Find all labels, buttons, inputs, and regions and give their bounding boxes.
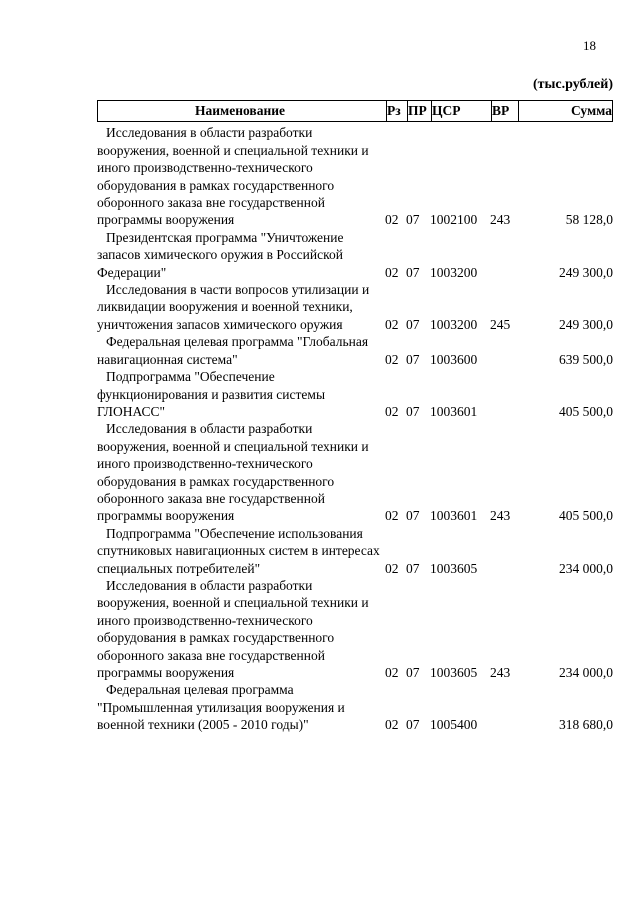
cell-sum: 405 500,0 (559, 508, 613, 524)
cell-name: Федеральная целевая программа "Промышленная утилизация вооружения и военной техники (2005 - 2010 годы)" (97, 682, 345, 733)
cell-sum: 405 500,0 (559, 403, 613, 419)
cell-pr: 07 (406, 403, 420, 419)
cell-name: Исследования в области разработки вооружения, военной и специальной техники и иного производственно-технического оборудования в рамках государственного оборонного заказа вне государственной программы вооружения (97, 577, 369, 680)
header-pr: ПР (407, 101, 431, 121)
table-row (97, 681, 613, 733)
cell-rz: 02 (385, 212, 399, 228)
table-header-row (97, 100, 613, 122)
header-name: Наименование (195, 103, 285, 118)
table-row (97, 333, 613, 368)
cell-sum: 249 300,0 (559, 264, 613, 280)
cell-rz: 02 (385, 351, 399, 367)
cell-rz: 02 (385, 665, 399, 680)
cell-vr: 243 (490, 508, 511, 524)
cell-pr: 07 (406, 264, 420, 280)
table-row (97, 525, 613, 577)
cell-csr: 1005400 (430, 717, 478, 733)
cell-sum: 234 000,0 (559, 560, 613, 576)
cell-csr: 1003200 (430, 316, 478, 332)
cell-pr: 07 (406, 560, 420, 576)
cell-pr: 07 (406, 508, 420, 524)
cell-pr: 07 (406, 212, 420, 228)
cell-sum: 58 128,0 (565, 212, 613, 228)
header-vr: ВР (491, 101, 518, 121)
budget-table (97, 100, 613, 734)
cell-pr: 07 (406, 665, 420, 680)
table-row (97, 368, 613, 420)
cell-vr: 245 (490, 316, 511, 332)
cell-csr: 1002100 (430, 212, 478, 228)
header-sum: Сумма (518, 101, 612, 121)
cell-csr: 1003600 (430, 351, 478, 367)
cell-rz: 02 (385, 717, 399, 733)
cell-name: Президентская программа "Уничтожение запасов химического оружия в Российской Федерации" (97, 229, 344, 280)
cell-sum: 234 000,0 (559, 665, 613, 680)
table-body (97, 122, 613, 733)
cell-pr: 07 (406, 351, 420, 367)
cell-pr: 07 (406, 316, 420, 332)
page-number: 18 (583, 38, 596, 53)
cell-name: Подпрограмма "Обеспечение функционирования и развития системы ГЛОНАСС" (97, 369, 326, 419)
cell-csr: 1003601 (430, 403, 478, 419)
cell-rz: 02 (385, 316, 399, 332)
cell-sum: 639 500,0 (559, 351, 613, 367)
table-row (97, 281, 613, 333)
cell-name: Исследования в части вопросов утилизации и ликвидации вооружения и военной техники, уничтожения запасов химического оружия (97, 282, 370, 332)
table-row (97, 229, 613, 281)
cell-vr: 243 (490, 212, 511, 228)
cell-rz: 02 (385, 264, 399, 280)
header-rz: Рз (386, 101, 407, 121)
cell-csr: 1003200 (430, 264, 478, 280)
table-row (97, 420, 613, 524)
cell-rz: 02 (385, 403, 399, 419)
units-label: (тыс.рублей) (532, 77, 613, 92)
cell-name: Исследования в области разработки вооружения, военной и специальной техники и иного производственно-технического оборудования в рамках государственного оборонного заказа вне государственной программы вооружения (97, 125, 369, 228)
cell-sum: 249 300,0 (559, 316, 613, 332)
table-row (97, 124, 613, 228)
cell-csr: 1003605 (430, 560, 478, 576)
cell-pr: 07 (406, 717, 420, 733)
cell-rz: 02 (385, 560, 399, 576)
cell-sum: 318 680,0 (559, 717, 613, 733)
cell-csr: 1003605 (430, 665, 478, 680)
cell-rz: 02 (385, 508, 399, 524)
cell-name: Подпрограмма "Обеспечение использования спутниковых навигационных систем в интересах специальных потребителей" (97, 525, 380, 576)
cell-csr: 1003601 (430, 508, 478, 524)
cell-name: Исследования в области разработки вооружения, военной и специальной техники и иного производственно-технического оборудования в рамках государственного оборонного заказа вне государственной программы вооружения (97, 421, 369, 524)
cell-vr: 243 (490, 665, 511, 680)
cell-name: Федеральная целевая программа "Глобальная навигационная система" (97, 334, 369, 367)
header-csr: ЦСР (431, 101, 491, 121)
table-row (97, 577, 613, 681)
